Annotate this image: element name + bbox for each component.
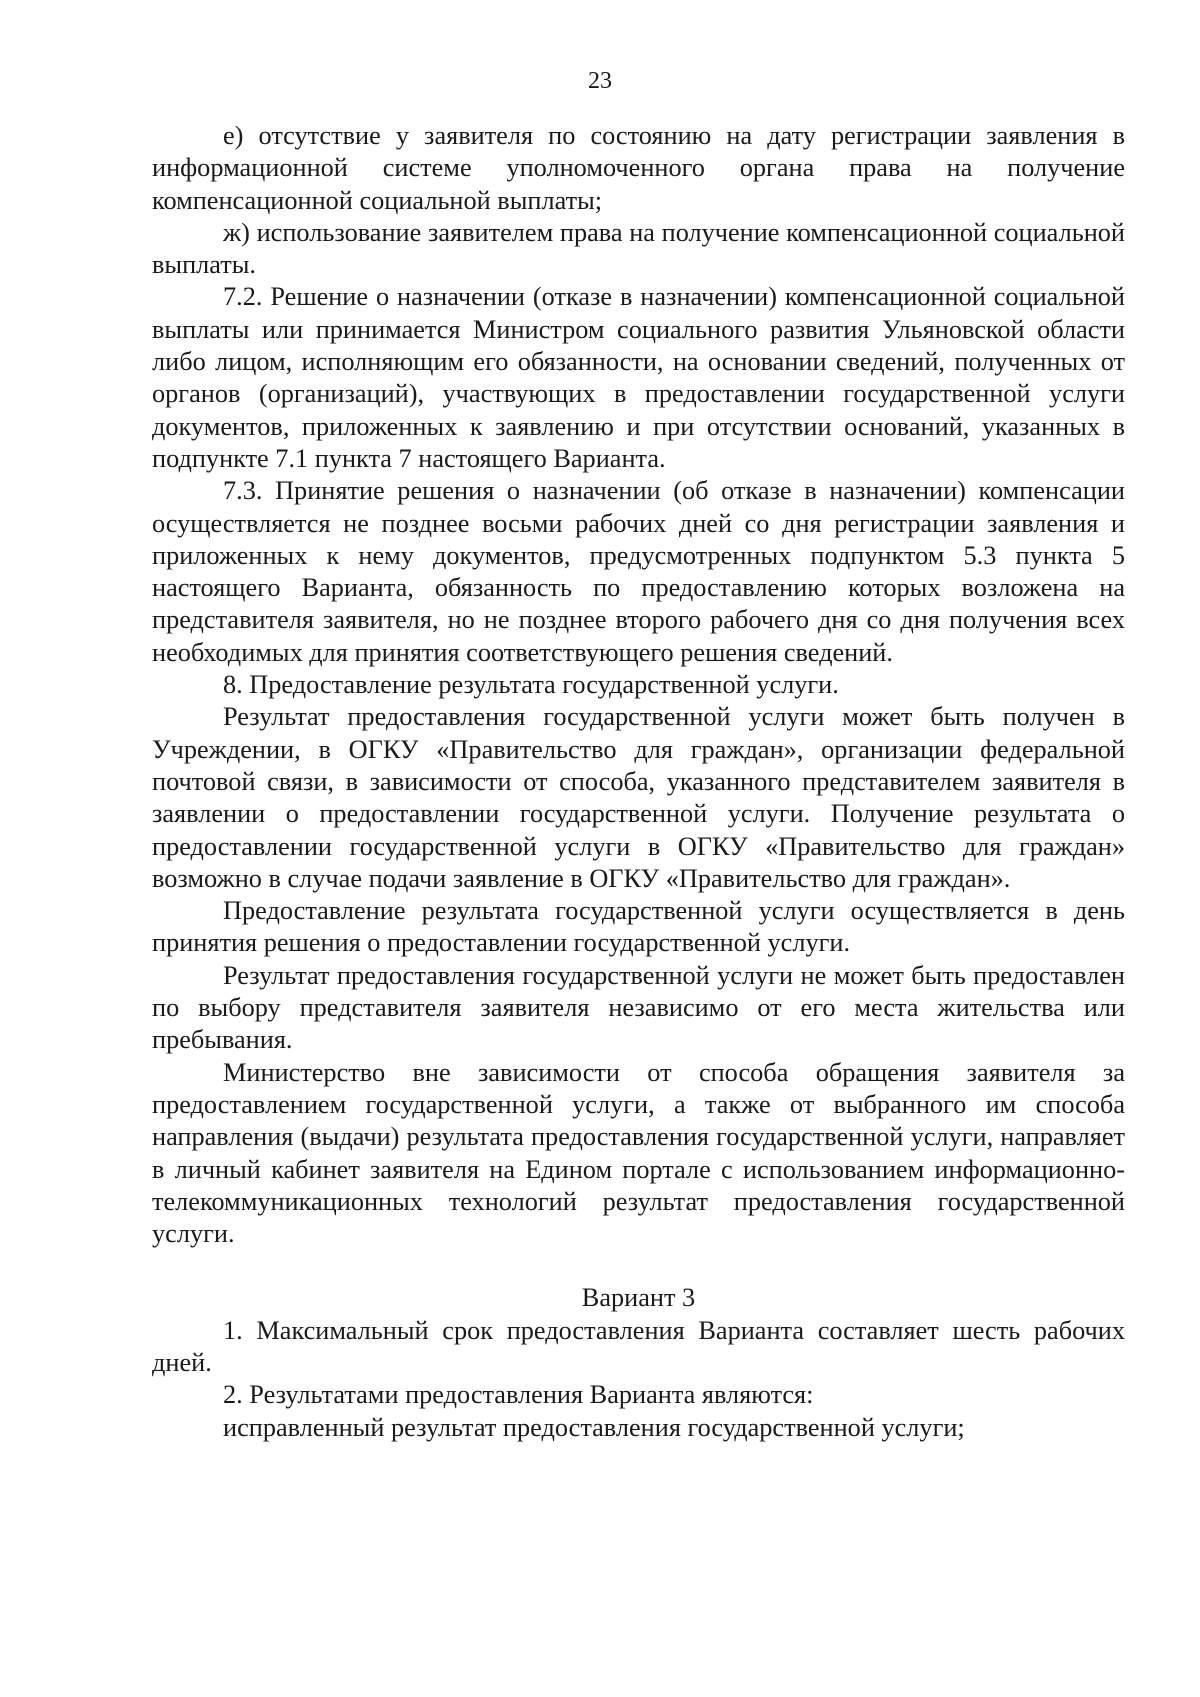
paragraph: ж) использование заявителем права на получение компенсационной социальной выплаты. — [152, 217, 1125, 280]
paragraph: Результат предоставления государственной услуги не может быть предоставлен по выбору представителя заявителя независимо от его места жительства или пребывания. — [152, 960, 1125, 1055]
paragraph: 2. Результатами предоставления Варианта являются: — [223, 1380, 814, 1410]
paragraph: 7.2. Решение о назначении (отказе в назначении) компенсационной социальной выплаты или принимается Министром социального развития Ульяновской области либо лицом, исполняющим его обязанности, на основании сведений, полученных от органов (организаций), участвующих в предоставлении государственной услуги документов, приложенных к заявлению и при отсутствии оснований, указанных в подпункте 7.1 пункта 7 настоящего Варианта. — [152, 282, 1125, 473]
paragraph: 7.3. Принятие решения о назначении (об отказе в назначении) компенсации осуществляется не позднее восьми рабочих дней со дня регистрации заявления и приложенных к нему документов, предусмотренных подпунктом 5.3 пункта 5 настоящего Варианта, обязанность по предоставлению которых возложена на представителя заявителя, но не позднее второго рабочего дня со дня получения всех необходимых для принятия соответствующего решения сведений. — [152, 476, 1125, 667]
page-number: 23 — [588, 68, 612, 94]
paragraph: 1. Максимальный срок предоставления Варианта составляет шесть рабочих дней. — [152, 1315, 1125, 1377]
paragraph: Предоставление результата государственной услуги осуществляется в день принятия решения о предоставлении государственной услуги. — [152, 896, 1125, 958]
section-heading: Вариант 3 — [581, 1283, 696, 1313]
paragraph: Министерство вне зависимости от способа обращения заявителя за предоставлением государственной услуги, а также от выбранного им способа направления (выдачи) результата предоставления государственной услуги, направляет в личный кабинет заявителя на Едином портале с использованием информационно-телекоммуникационных технологий результат предоставления государственной услуги. — [152, 1057, 1125, 1249]
document-body — [152, 120, 1125, 1444]
paragraph: е) отсутствие у заявителя по состоянию на дату регистрации заявления в информационной системе уполномоченного органа права на получение компенсационной социальной выплаты; — [152, 121, 1125, 215]
paragraph: исправленный результат предоставления государственной услуги; — [223, 1412, 965, 1442]
paragraph: Результат предоставления государственной услуги может быть получен в Учреждении, в ОГКУ «Правительство для граждан», организации федеральной почтовой связи, в зависимости от способа, указанного представителем заявителя в заявлении о предоставлении государственной услуги. Получение результата о предоставлении государственной услуги в ОГКУ «Правительство для граждан» возможно в случае подачи заявление в ОГКУ «Правительство для граждан». — [152, 702, 1125, 893]
paragraph: 8. Предоставление результата государственной услуги. — [223, 670, 839, 700]
